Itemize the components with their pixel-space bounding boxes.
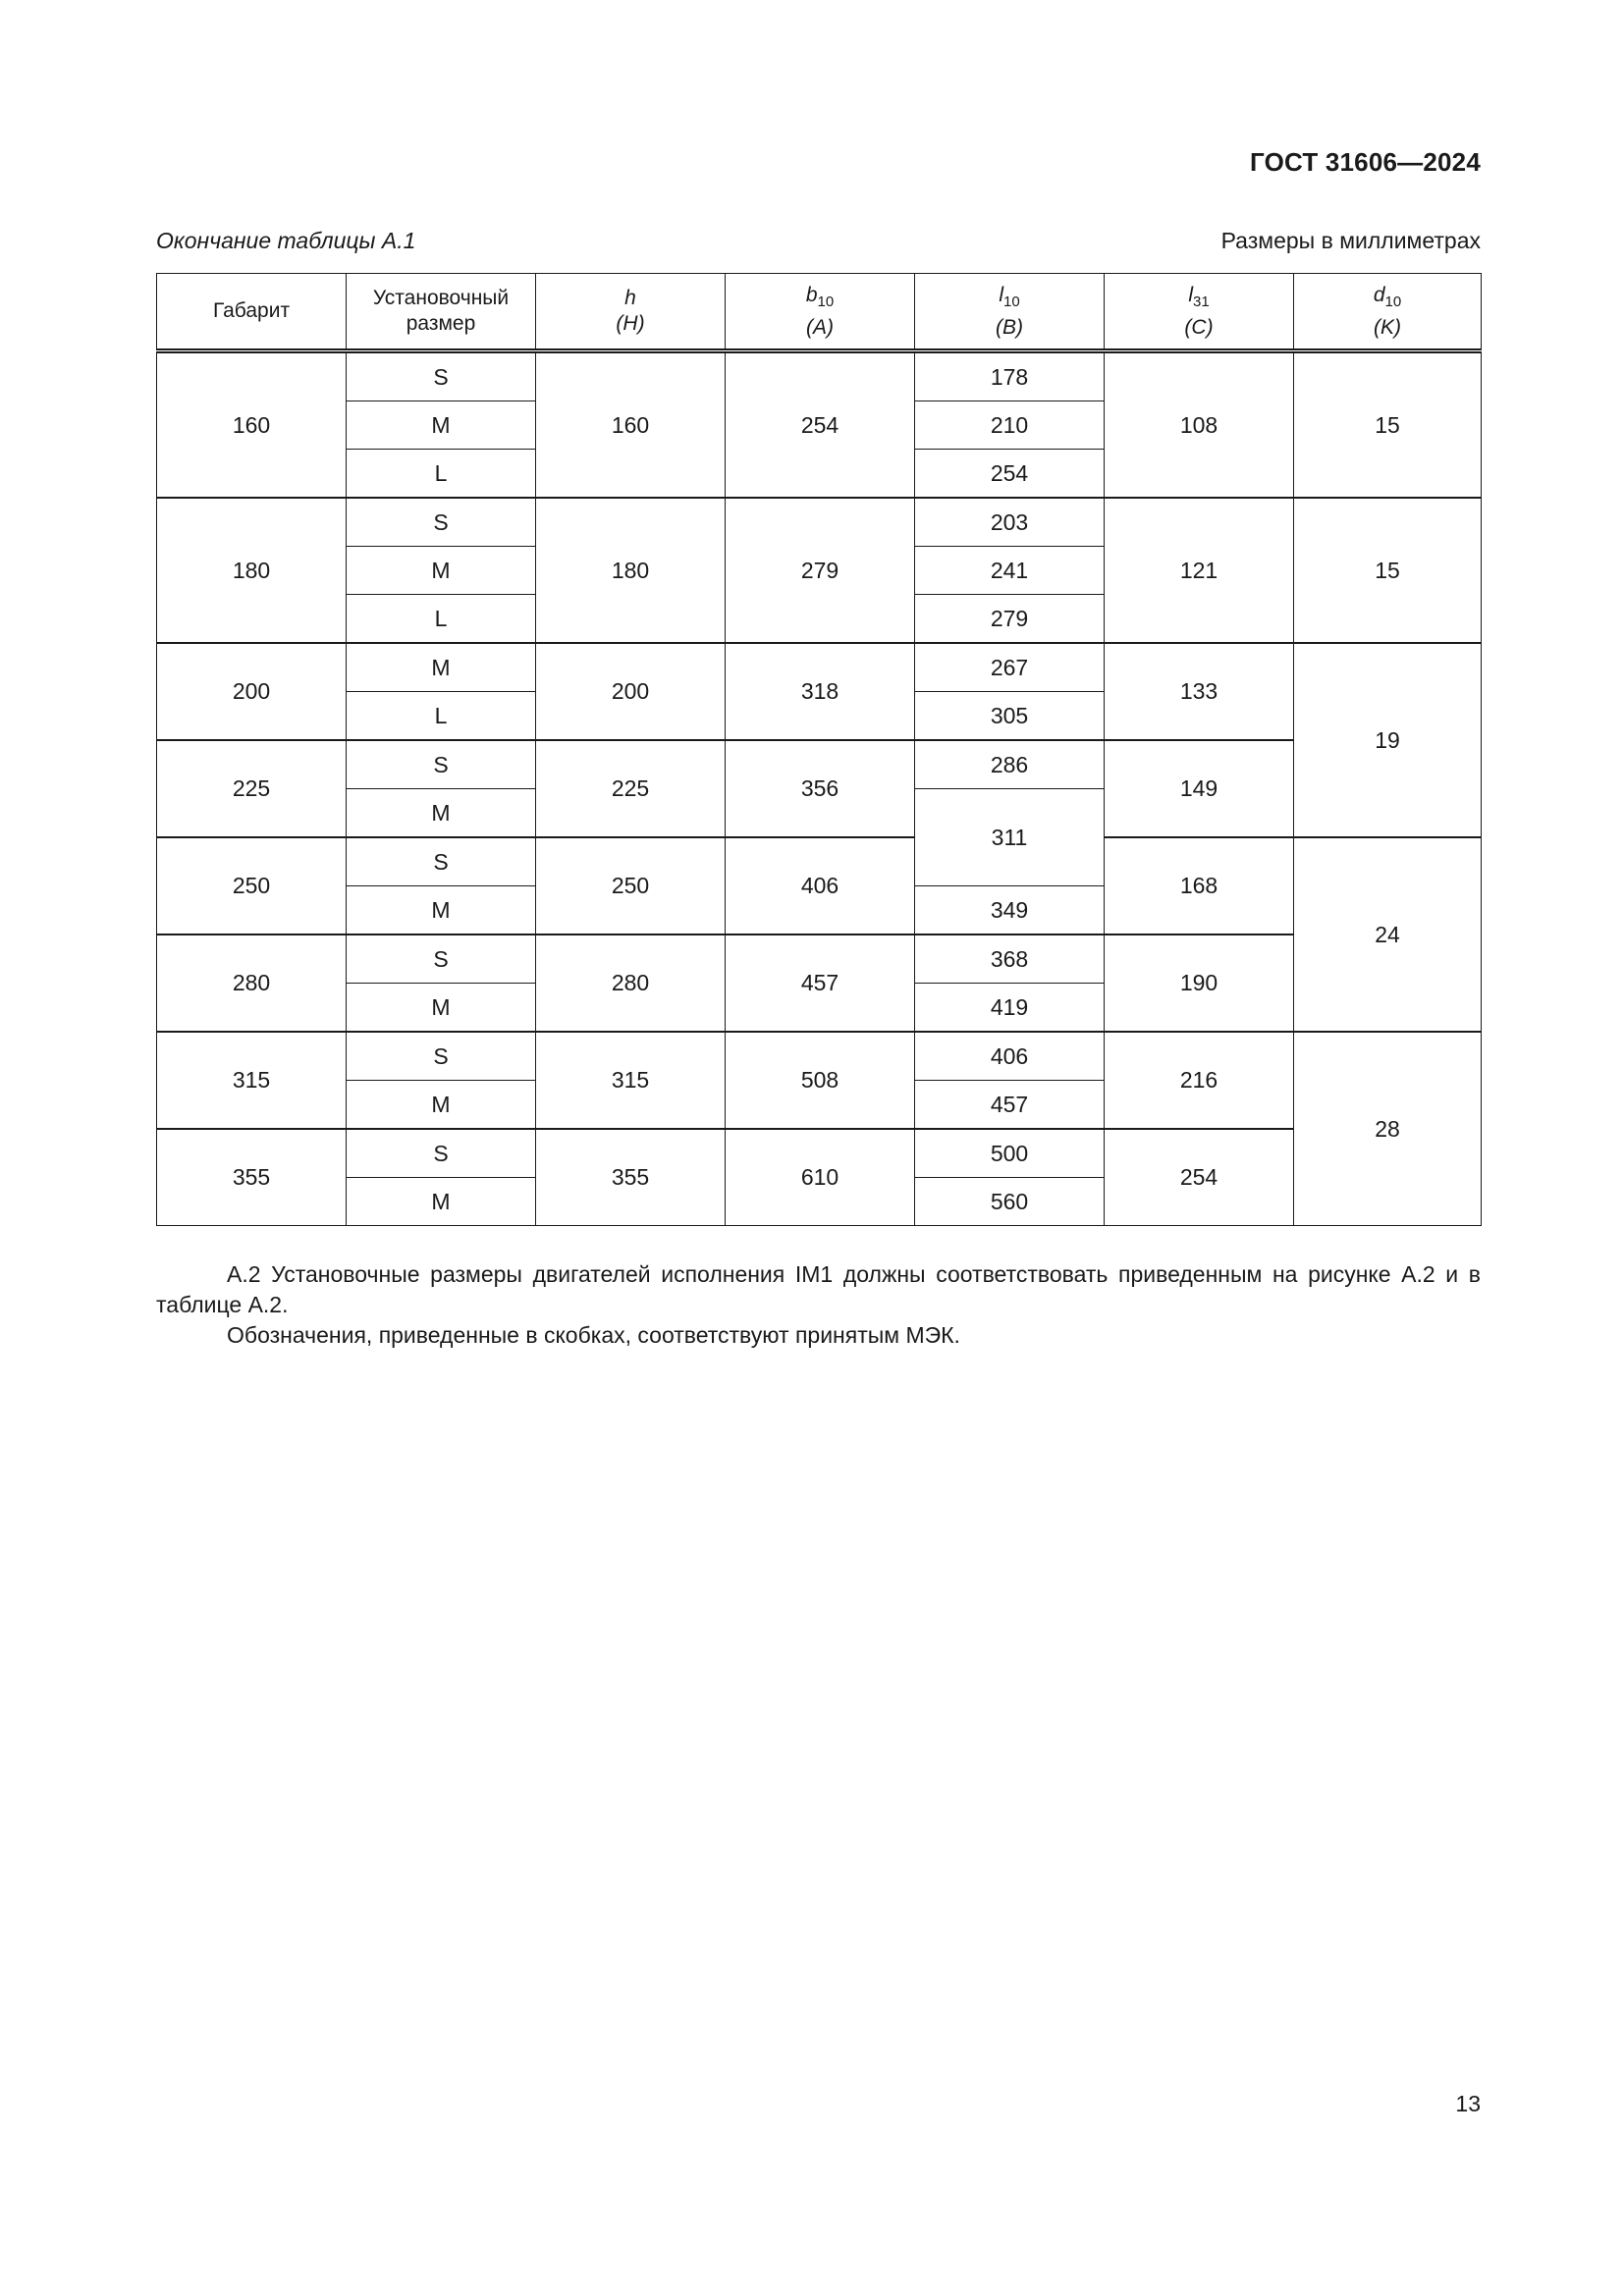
col-header-l10: $l_{10}$ (B) bbox=[915, 274, 1105, 351]
col-header-d10: $d_{10}$ (K) bbox=[1294, 274, 1482, 351]
cell-l10: 254 bbox=[915, 450, 1105, 499]
cell-mount: S bbox=[347, 498, 536, 547]
cell-mount: L bbox=[347, 692, 536, 741]
cell-mount: S bbox=[347, 740, 536, 789]
cell-l31: 254 bbox=[1105, 1129, 1294, 1226]
cell-h: 225 bbox=[536, 740, 726, 837]
cell-d10: 24 bbox=[1294, 837, 1482, 1032]
cell-b10: 356 bbox=[726, 740, 915, 837]
cell-l10: 406 bbox=[915, 1032, 1105, 1081]
cell-gabarit: 200 bbox=[157, 643, 347, 740]
cell-mount: S bbox=[347, 1032, 536, 1081]
cell-l10: 210 bbox=[915, 401, 1105, 450]
cell-b10: 610 bbox=[726, 1129, 915, 1226]
cell-mount: S bbox=[347, 934, 536, 984]
cell-l10: 241 bbox=[915, 547, 1105, 595]
cell-l10: 286 bbox=[915, 740, 1105, 789]
cell-mount: M bbox=[347, 1081, 536, 1130]
cell-l31: 149 bbox=[1105, 740, 1294, 837]
cell-d10: 15 bbox=[1294, 351, 1482, 499]
cell-l31: 108 bbox=[1105, 351, 1294, 499]
table-row bbox=[157, 351, 1482, 401]
cell-h: 200 bbox=[536, 643, 726, 740]
cell-b10: 457 bbox=[726, 934, 915, 1032]
col-header-mount-size: Установочный размер bbox=[347, 274, 536, 351]
cell-mount: M bbox=[347, 401, 536, 450]
table-row bbox=[157, 643, 1482, 692]
cell-mount: M bbox=[347, 886, 536, 935]
table-header-row bbox=[157, 274, 1482, 351]
cell-b10: 318 bbox=[726, 643, 915, 740]
cell-l10: 203 bbox=[915, 498, 1105, 547]
cell-mount: M bbox=[347, 789, 536, 838]
dimensions-table bbox=[156, 273, 1482, 1226]
page-number: 13 bbox=[1455, 2091, 1481, 2116]
cell-l10: 311 bbox=[915, 789, 1105, 886]
col-header-l31: $l_{31}$ (C) bbox=[1105, 274, 1294, 351]
cell-l10: 457 bbox=[915, 1081, 1105, 1130]
cell-h: 355 bbox=[536, 1129, 726, 1226]
cell-gabarit: 250 bbox=[157, 837, 347, 934]
cell-l10: 368 bbox=[915, 934, 1105, 984]
table-row bbox=[157, 1129, 1482, 1178]
cell-d10: 28 bbox=[1294, 1032, 1482, 1226]
cell-l10: 279 bbox=[915, 595, 1105, 644]
units-note: Размеры в миллиметрах bbox=[1220, 228, 1481, 253]
cell-l31: 216 bbox=[1105, 1032, 1294, 1129]
standard-number: ГОСТ 31606—2024 bbox=[1250, 147, 1481, 177]
cell-mount: M bbox=[347, 1178, 536, 1226]
col-header-gabarit: Габарит bbox=[157, 274, 347, 351]
cell-l10: 560 bbox=[915, 1178, 1105, 1226]
cell-l10: 419 bbox=[915, 984, 1105, 1033]
cell-l10: 500 bbox=[915, 1129, 1105, 1178]
table-row bbox=[157, 740, 1482, 789]
cell-gabarit: 315 bbox=[157, 1032, 347, 1129]
cell-l31: 190 bbox=[1105, 934, 1294, 1032]
cell-b10: 406 bbox=[726, 837, 915, 934]
cell-gabarit: 355 bbox=[157, 1129, 347, 1226]
cell-h: 180 bbox=[536, 498, 726, 643]
cell-l31: 121 bbox=[1105, 498, 1294, 643]
cell-l10: 178 bbox=[915, 351, 1105, 401]
cell-mount: L bbox=[347, 595, 536, 644]
cell-l10: 349 bbox=[915, 886, 1105, 935]
cell-l10: 267 bbox=[915, 643, 1105, 692]
cell-l10: 305 bbox=[915, 692, 1105, 741]
cell-d10: 19 bbox=[1294, 643, 1482, 837]
cell-b10: 254 bbox=[726, 351, 915, 499]
cell-mount: S bbox=[347, 1129, 536, 1178]
cell-h: 160 bbox=[536, 351, 726, 499]
cell-h: 250 bbox=[536, 837, 726, 934]
cell-mount: L bbox=[347, 450, 536, 499]
cell-b10: 279 bbox=[726, 498, 915, 643]
cell-l31: 133 bbox=[1105, 643, 1294, 740]
cell-mount: M bbox=[347, 643, 536, 692]
cell-gabarit: 280 bbox=[157, 934, 347, 1032]
cell-h: 280 bbox=[536, 934, 726, 1032]
paragraph-iec-note: Обозначения, приведенные в скобках, соответствуют принятым МЭК. bbox=[227, 1322, 960, 1348]
cell-gabarit: 160 bbox=[157, 351, 347, 499]
cell-b10: 508 bbox=[726, 1032, 915, 1129]
paragraph-a2: А.2 Установочные размеры двигателей исполнения IM1 должны соответствовать приведенным на рисунке А.2 и в таблице А.2. bbox=[156, 1261, 1481, 1317]
cell-h: 315 bbox=[536, 1032, 726, 1129]
cell-gabarit: 180 bbox=[157, 498, 347, 643]
cell-l31: 168 bbox=[1105, 837, 1294, 934]
col-header-b10: $b_{10}$ (A) bbox=[726, 274, 915, 351]
table-row bbox=[157, 934, 1482, 984]
body-text bbox=[156, 1259, 1481, 1351]
cell-mount: M bbox=[347, 984, 536, 1033]
cell-mount: S bbox=[347, 837, 536, 886]
table-row bbox=[157, 498, 1482, 547]
cell-d10: 15 bbox=[1294, 498, 1482, 643]
cell-mount: S bbox=[347, 351, 536, 401]
table-row bbox=[157, 837, 1482, 886]
cell-mount: M bbox=[347, 547, 536, 595]
col-header-h: h (H) bbox=[536, 274, 726, 351]
table-caption: Окончание таблицы А.1 bbox=[156, 228, 416, 253]
cell-gabarit: 225 bbox=[157, 740, 347, 837]
table-row bbox=[157, 1032, 1482, 1081]
table-caption-row bbox=[156, 228, 1481, 254]
